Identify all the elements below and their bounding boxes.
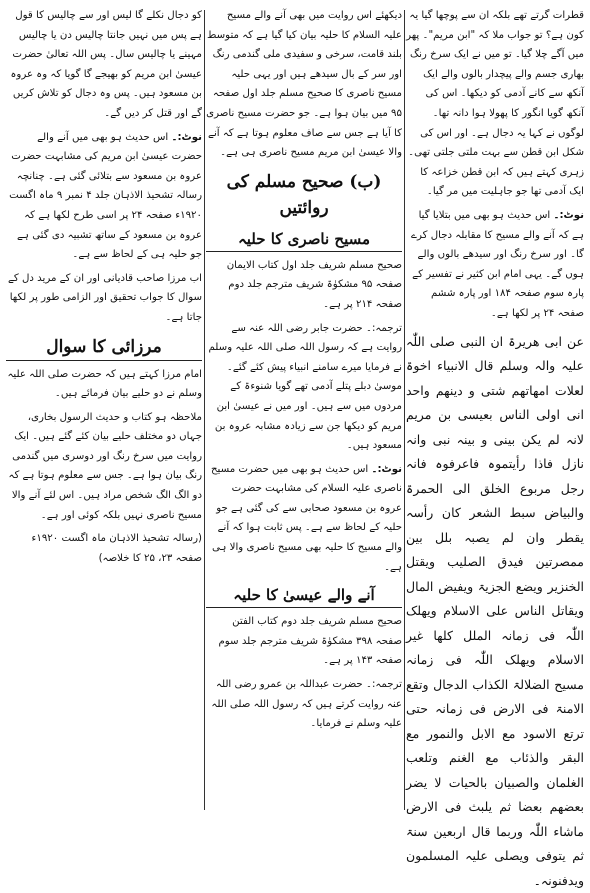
left-reference: (رسالہ تشحیذ الاذہان ماہ اگست ۱۹۲۰ء صفحہ ۲۳، ۲۵ کا خلاصہ) <box>6 529 202 568</box>
right-note-label: نوٹ:۔ <box>554 210 585 221</box>
heading-mirzai-question: مرزائی کا سوال <box>6 334 202 361</box>
left-note-paragraph <box>6 128 202 265</box>
middle-translation-2: ترجمہ:۔ حضرت عبداللہ بن عمرو رضی اللہ عنہ روایت کرتے ہیں کہ رسول اللہ صلی اللہ علیہ وسلم نے فرمایا۔ <box>206 675 402 734</box>
sub-heading-coming-isa: آنے والے عیسیٰ کا حلیہ <box>206 583 402 608</box>
middle-intro-paragraph: دیکھئے اس روایت میں بھی آنے والے مسیح علیہ السلام کا حلیہ بیان کیا گیا ہے کہ متوسط بلند قامت، سرخی و سفیدی ملی گندمی رنگ اور سر کے بال سیدھے ہیں اور یہی حلیہ مسیح ناصری کا صحیح مسلم جلد اول صفحہ ۹۵ میں بیان ہوا ہے۔ جو حضرت مسیح ناصری کا آیا ہے جس سے صاف معلوم ہوتا ہے کہ آنے والا عیسیٰ ابن مریم مسیح ناصری ہی ہے۔ <box>206 6 402 163</box>
left-note-label: نوٹ:۔ <box>172 132 203 143</box>
middle-note-label: نوٹ:۔ <box>372 464 403 475</box>
middle-reference: صحیح مسلم شریف جلد اول کتاب الایمان صفحہ ۹۵ مشکوٰۃ شریف مترجم جلد دوم صفحہ ۲۱۴ پر ہے۔ <box>206 256 402 315</box>
left-note-text: اس حدیث ہو بھی میں آنے والے حضرت عیسیٰ ابن مریم کی مشابہت حضرت عروہ بن مسعود سے بتلائی گئی ہے۔ چنانچہ رسالہ تشحیذ الاذہان جلد ۴ نمبر ۹ ماہ اگست ۱۹۲۰ء صفحہ ۲۴ پر اسی طرح لکھا ہے کہ عروہ بن مسعود کے ساتھ تشبیہ دی گئی ہے جو حلیہ ہی کے لحاظ سے ہے۔ <box>9 132 202 261</box>
arabic-hadith-text: عن ابی ھریرۃ ان النبی صلی اللّٰہ علیہ والہ وسلم قال الانبیاء اخوۃ لعلات امھاتھم شتی و دینھم واحد انی اولی الناس بعیسی بن مریم لانہ لم یکن بینی و بینہ نبی وانہ نازل فاذا رأیتموہ فاعرفوہ فانہ رجل مربوع الخلق الی الحمرۃ والبیاض سبط الشعر کان رأسہ یقطر وان لم یصبہ بلل بین ممصرتین فیدق الصلیب ویقتل الخنزیر ویضع الجزیۃ ویفیض المال ویقاتل الناس علی الاسلام ویھلک اللّٰہ فی زمانہ الملل کلھا غیر الاسلام ویھلک اللّٰہ فی زمانہ مسیح الضلالۃ الکذاب الدجال وتقع الامنۃ فی الارض فی زمانہ حتی ترتع الاسود مع الابل والنمور مع البقر والذئاب مع الغنم وتلعب الغلمان والصبیان بالحیات لا یضر بعضھم بعضا ثم یلبث فی الارض ماشاء اللّٰہ وربما قال اربعین سنۃ ثم یتوفی ویصلی علیہ المسلمون ویدفنونہ۔ <box>406 330 584 893</box>
column-divider-right <box>404 10 405 810</box>
middle-translation: ترجمہ:۔ حضرت جابر رضی اللہ عنہ سے روایت ہے کہ رسول اللہ صلی اللہ علیہ وسلم نے فرمایا میرے سامنے انبیاء پیش کئے گئے۔ موسیٰ دبلے پتلے آدمی تھے گویا شنوءۃ کے مردوں میں سے ہیں۔ اور میں نے عیسیٰ ابن مریم کو دیکھا جن سے زیادہ مشابہ عروہ بن مسعود ہیں۔ <box>206 319 402 456</box>
column-middle <box>206 6 402 814</box>
middle-note-text: اس حدیث ہو بھی میں حضرت مسیح ناصری علیہ السلام کی مشابہت حضرت عروہ بن مسعود صحابی سے کی گئی ہے جو حلیہ کے لحاظ سے ہے۔ پس ثابت ہوا کہ آنے والے مسیح کا حلیہ بھی مسیح ناصری والا ہی ہے۔ <box>211 464 402 573</box>
left-body: ملاحظہ ہو کتاب و حدیث الرسول بخاری، جہاں دو مختلف حلیے بیان کئے گئے ہیں۔ ایک روایت میں سرخ رنگ اور دوسری میں گندمی رنگ بیان ہوا ہے۔ جس سے معلوم ہوتا ہے کہ دو الگ الگ شخص مراد ہیں۔ اس لئے آنے والا مسیح ناصری نہیں بلکہ کوئی اور ہے۔ <box>6 408 202 526</box>
right-note-paragraph <box>406 206 584 324</box>
scanned-page <box>6 6 584 814</box>
section-heading-sahih-muslim: (ب) صحیح مسلم کی روائتیں <box>206 169 402 221</box>
left-mirza-paragraph: اب مرزا صاحب قادیانی اور ان کے مرید دل کے سوال کا جواب تحقیق اور الزامی طور پر لکھا جاتا ہے۔ <box>6 269 202 328</box>
column-left <box>6 6 202 814</box>
left-question: امام مرزا کہتے ہیں کہ حضرت صلی اللہ علیہ وسلم نے دو حلیے بیان فرمائے ہیں۔ <box>6 365 202 404</box>
right-intro-paragraph: قطرات گرتے تھے بلکہ ان سے پوچھا گیا یہ کون ہے؟ تو جواب ملا کہ "ابن مریم"۔ پھر میں آگے چلا گیا۔ تو میں نے ایک سرخ رنگ بھاری جسم والے پیچدار بالوں والے ایک آنکھ سے کانے آدمی کو دیکھا۔ اس کی آنکھ گویا انگور کا پھولا ہوا دانہ تھا۔ لوگوں نے کہا یہ دجال ہے۔ اور اس کی شکل ابن قطن سے بہت ملتی جلتی تھی۔ زہری کہتے ہیں کہ ابن قطن خزاعہ کا ایک آدمی تھا جو جاہلیت میں مر گیا۔ <box>406 6 584 202</box>
column-divider-left <box>204 10 205 810</box>
middle-reference-2: صحیح مسلم شریف جلد دوم کتاب الفتن صفحہ ۳۹۸ مشکوٰۃ شریف مترجم جلد سوم صفحہ ۱۴۳ پر ہے۔ <box>206 612 402 671</box>
left-intro-paragraph: کو دجال نکلے گا لیس اور سے چالیس کا قول ہے پس میں نہیں جانتا چالیس دن یا چالیس مہینے یا چالیس سال۔ پس اللہ تعالیٰ حضرت عیسیٰ ابن مریم کو بھیجے گا گویا کہ وہ عروہ بن مسعود ہیں۔ پس وہ دجال کو تلاش کریں گے اور قتل کر دیں گے۔ <box>6 6 202 124</box>
right-note-text: اس حدیث ہو بھی میں بتلایا گیا ہے کہ آنے والے مسیح کا مقابلہ دجال کرے گا۔ اور سرخ رنگ اور سیدھے بالوں والے ہوں گے۔ یہی امام ابن کثیر نے تفسیر کے پارہ سوم صفحہ ۱۸۴ اور پارہ ششم صفحہ ۲۴ پر لکھا ہے۔ <box>411 210 584 319</box>
middle-note-paragraph <box>206 460 402 578</box>
column-right <box>406 6 584 814</box>
sub-heading-masih-nasiri: مسیح ناصری کا حلیہ <box>206 227 402 252</box>
